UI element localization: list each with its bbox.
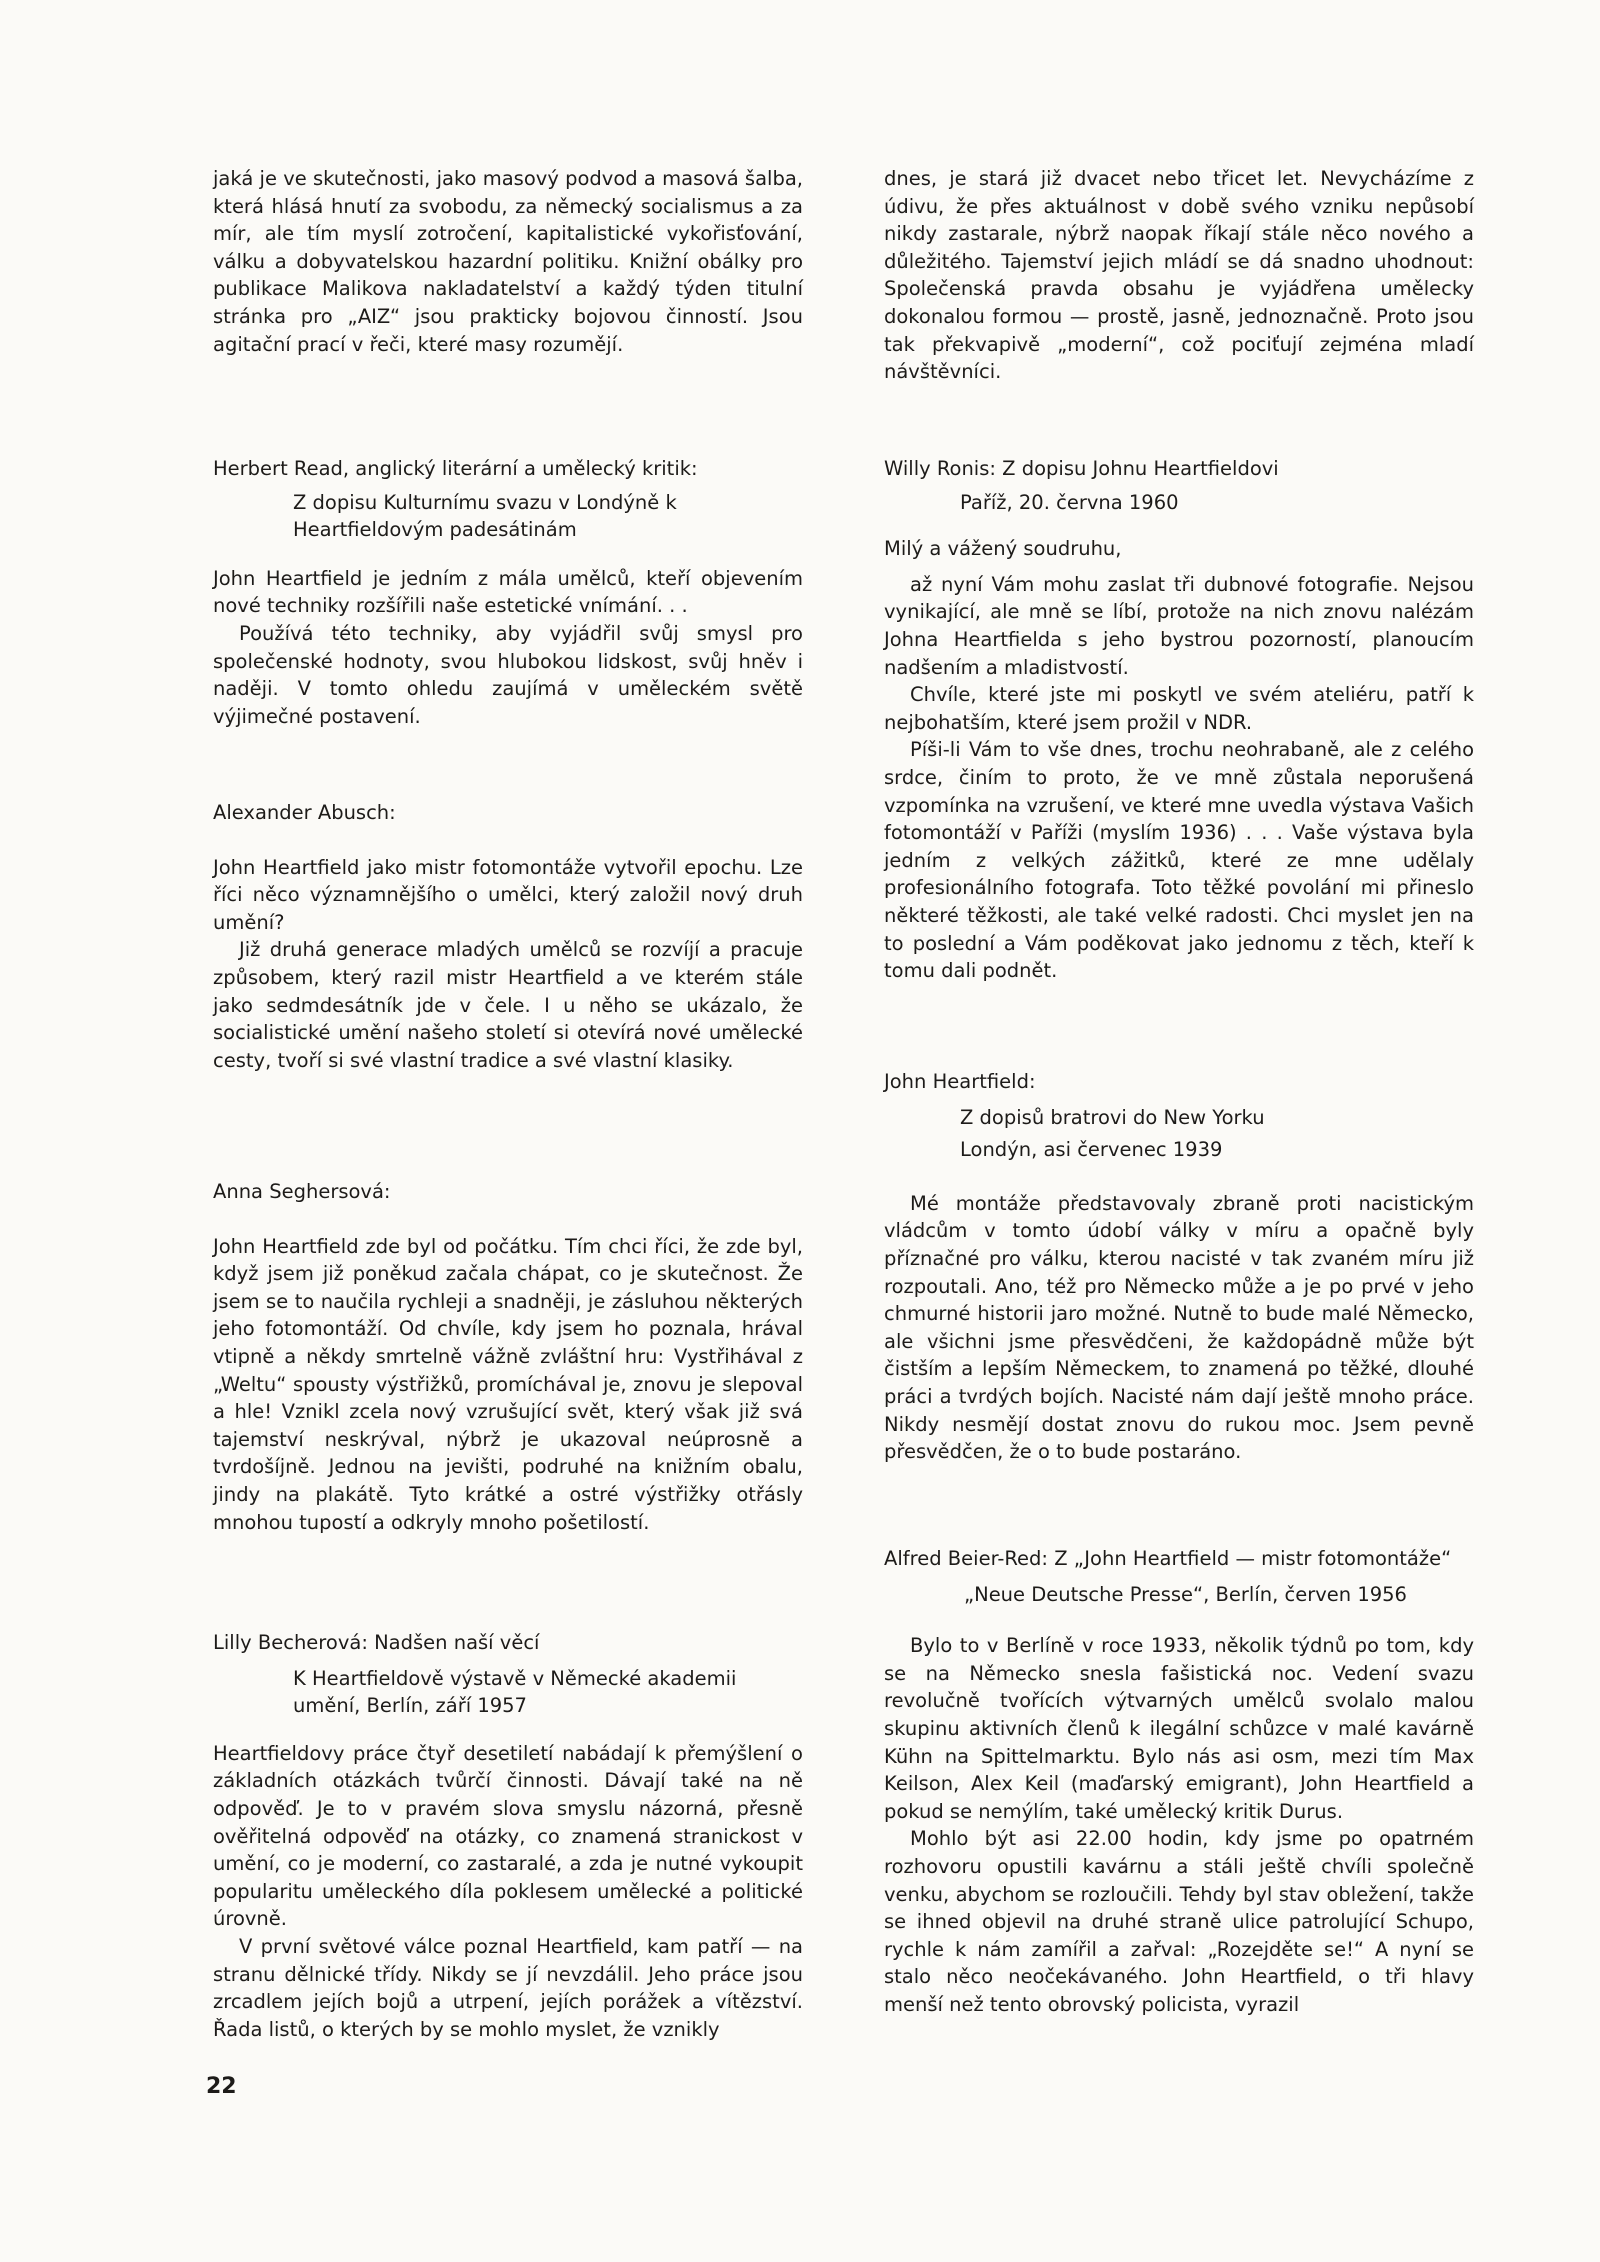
becher-text-2: V první světové válce poznal Heartfield, kam patří — na stranu dělnické třídy. Nikdy se jí nevzdálil. Jeho práce jsou zrcadlem jejích bojů a utrpení, jejích porážek a vítězství. Řada listů, o kterých by se mohlo myslet, že vznikly [213,1934,803,2041]
seghers-author: Anna Seghersová: [213,1180,391,1203]
abusch-text-2: Již druhá generace mladých umělců se rozvíjí a pracuje způsobem, který razil mistr Heartfield a ve kterém stále jako sedmdesátník jde v čele. I u něho se ukázalo, že socialistické umění našeho století si otevírá nové umělecké cesty, tvoří si své vlastní tradice a své vlastní klasiky. [213,938,803,1072]
read-source: Z dopisu Kulturnímu svazu v Londýně k Heartfieldovým padesátinám [293,490,677,542]
becher-author: Lilly Becherová: Nadšen naší věcí [213,1631,540,1654]
ronis-author: Willy Ronis: Z dopisu Johnu Heartfieldovi [884,457,1279,480]
read-text-2: Používá této techniky, aby vyjádřil svůj smysl pro společenské hodnoty, svou hlubokou lidskost, svůj hněv i naději. V tomto ohledu zaujímá v uměleckém světě výjimečné postavení. [213,621,803,728]
left-intro-block [213,165,803,358]
abusch-section [213,799,803,1074]
right-intro-block [884,165,1474,386]
ronis-text-1: až nyní Vám mohu zaslat tři dubnové fotografie. Nejsou vynikající, ale mně se líbí, protože na nich znovu nalézám Johna Heartfielda s jeho bystrou pozorností, planoucím nadšením a mladistvostí. [884,572,1474,679]
heartfield-section [884,1068,1474,1466]
ronis-salutation: Milý a vážený soudruhu, [884,537,1122,561]
abusch-text-1: John Heartfield jako mistr fotomontáže vytvořil epochu. Lze říci něco významnějšího o umělci, který založil nový druh umění? [213,855,803,934]
abusch-author: Alexander Abusch: [213,801,396,824]
becher-text-1: Heartfieldovy práce čtyř desetiletí nabádají k přemýšlení o základních otázkách tvůrčí činnosti. Dávají také na ně odpověď. Je to v pravém slova smyslu názorná, přesně ověřitelná odpověď na otázky, co znamená stranickost v umění, co je moderní, co zastaralé, a zda je nutné vykoupit popularitu uměleckého díla poklesem umělecké a politické úrovně. [213,1741,803,1931]
page-number: 22 [206,2074,237,2099]
heartfield-text: Mé montáže představovaly zbraně proti nacistickým vládcům v tomto údobí války v míru a opačně byly příznačné pro válku, kterou nacisté v tak zvaném míru již rozpoutali. Ano, též pro Německo může a je po prvé v jeho chmurné historii jaro možné. Nutně to bude malé Německo, ale všichni jsme přesvědčeni, že každopádně může být čistším a lepším Německem, to znamená po těžké, dlouhé práci a tvrdých bojích. Nacisté nám dají ještě mnoho práce. Nikdy nesmějí dostat znovu do rukou moc. Jsem pevně přesvědčen, že o to bude postaráno. [884,1191,1474,1464]
read-text-1: John Heartfield je jedním z mála umělců, kteří objevením nové techniky rozšířili naše estetické vnímání. . . [213,566,803,618]
beier-text-2: Mohlo být asi 22.00 hodin, kdy jsme po opatrném rozhovoru opustili kavárnu a stáli ještě chvíli společně venku, abychom se rozloučili. Tehdy byl stav obležení, takže se ihned objevil na druhé straně ulice patrolující Schupo, rychle k nám zamířil a zařval: „Rozejděte se!“ A nyní se stalo něco neočekávaného. John Heartfield, o tři hlavy menší než tento obrovský policista, vyrazil [884,1827,1474,2016]
becher-section [213,1629,803,2043]
read-author: Herbert Read, anglický literární a umělecký kritik: [213,457,698,480]
beier-section [884,1545,1474,2019]
heartfield-place-date: Londýn, asi červenec 1939 [960,1138,1223,1162]
read-section [213,455,803,730]
beier-author: Alfred Beier-Red: Z „John Heartfield — mistr fotomontáže“ [884,1547,1452,1570]
beier-source: „Neue Deutsche Presse“, Berlín, červen 1956 [964,1582,1407,1606]
left-intro-paragraph: jaká je ve skutečnosti, jako masový podvod a masová šalba, která hlásá hnutí za svobodu, za německý socialismus a za mír, ale tím myslí zotročení, kapitalistické vykořisťování, válku a dobyvatelskou hazardní politiku. Knižní obálky pro publikace Malikova nakladatelství a každý týden titulní stránka pro „AIZ“ jsou prakticky bojovou činností. Jsou agitační prací v řeči, které masy rozumějí. [213,167,803,356]
seghers-text: John Heartfield zde byl od počátku. Tím chci říci, že zde byl, když jsem již poněkud začala chápat, co je skutečnost. Že jsem se to naučila rychleji a snadněji, je zásluhou některých jeho fotomontáží. Od chvíle, kdy jsem ho poznala, hrával vtipně a někdy smrtelně vážně zvláštní hru: Vystřihával z „Weltu“ spousty výstřižků, promíchával je, znovu je slepoval a hle! Vznikl zcela nový vzrušující svět, který však již svá tajemství neskrýval, nýbrž je ukazoval neúprosně a tvrdošíjně. Jednou na jevišti, podruhé na knižním obalu, jindy na plakátě. Tyto krátké a ostré výstřižky otřásly mnohou tupostí a odkryly mnoho pošetilostí. [213,1234,803,1534]
ronis-text-2: Chvíle, které jste mi poskytl ve svém ateliéru, patří k nejbohatším, které jsem prožil v NDR. [884,683,1474,734]
ronis-section [884,455,1474,985]
heartfield-source: Z dopisů bratrovi do New Yorku [960,1105,1265,1129]
heartfield-author: John Heartfield: [884,1070,1036,1093]
ronis-place-date: Paříž, 20. června 1960 [960,490,1179,514]
seghers-section [213,1178,803,1536]
becher-source: K Heartfieldově výstavě v Německé akademii umění, Berlín, září 1957 [293,1666,737,1718]
beier-text-1: Bylo to v Berlíně v roce 1933, několik týdnů po tom, kdy se na Německo snesla fašistická noc. Vedení svazu revolučně tvořících výtvarných umělců svolalo malou skupinu aktivních členů k ilegální schůzce v malé kavárně Kühn na Spittelmarktu. Bylo nás asi osm, mezi tím Max Keilson, Alex Keil (maďarský emigrant), John Heartfield a pokud se nemýlím, také umělecký kritik Durus. [884,1634,1474,1823]
ronis-text-3: Píši-li Vám to vše dnes, trochu neohrabaně, ale z celého srdce, činím to proto, že ve mně zůstala neporušená vzpomínka na vzrušení, ve které mne uvedla výstava Vašich fotomontáží v Paříži (myslím 1936) . . . Vaše výstava byla jedním z velkých zážitků, které ze mne udělaly profesionálního fotografa. Toto těžké povolání mi přineslo některé těžkosti, ale také velké radosti. Chci myslet jen na to poslední a Vám poděkovat jako jednomu z těch, kteří k tomu dali podnět. [884,738,1474,983]
right-intro-paragraph: dnes, je stará již dvacet nebo třicet let. Nevycházíme z údivu, že přes aktuálnost v době svého vzniku nepůsobí nikdy zastarale, nýbrž naopak říkají stále něco nového a důležitého. Tajemství jejich mládí se dá snadno uhodnout: Společenská pravda obsahu je vyjádřena umělecky dokonalou formou — prostě, jasně, jednoznačně. Proto jsou tak překvapivě „moderní“, což pociťují zejména mladí návštěvníci. [884,167,1474,384]
